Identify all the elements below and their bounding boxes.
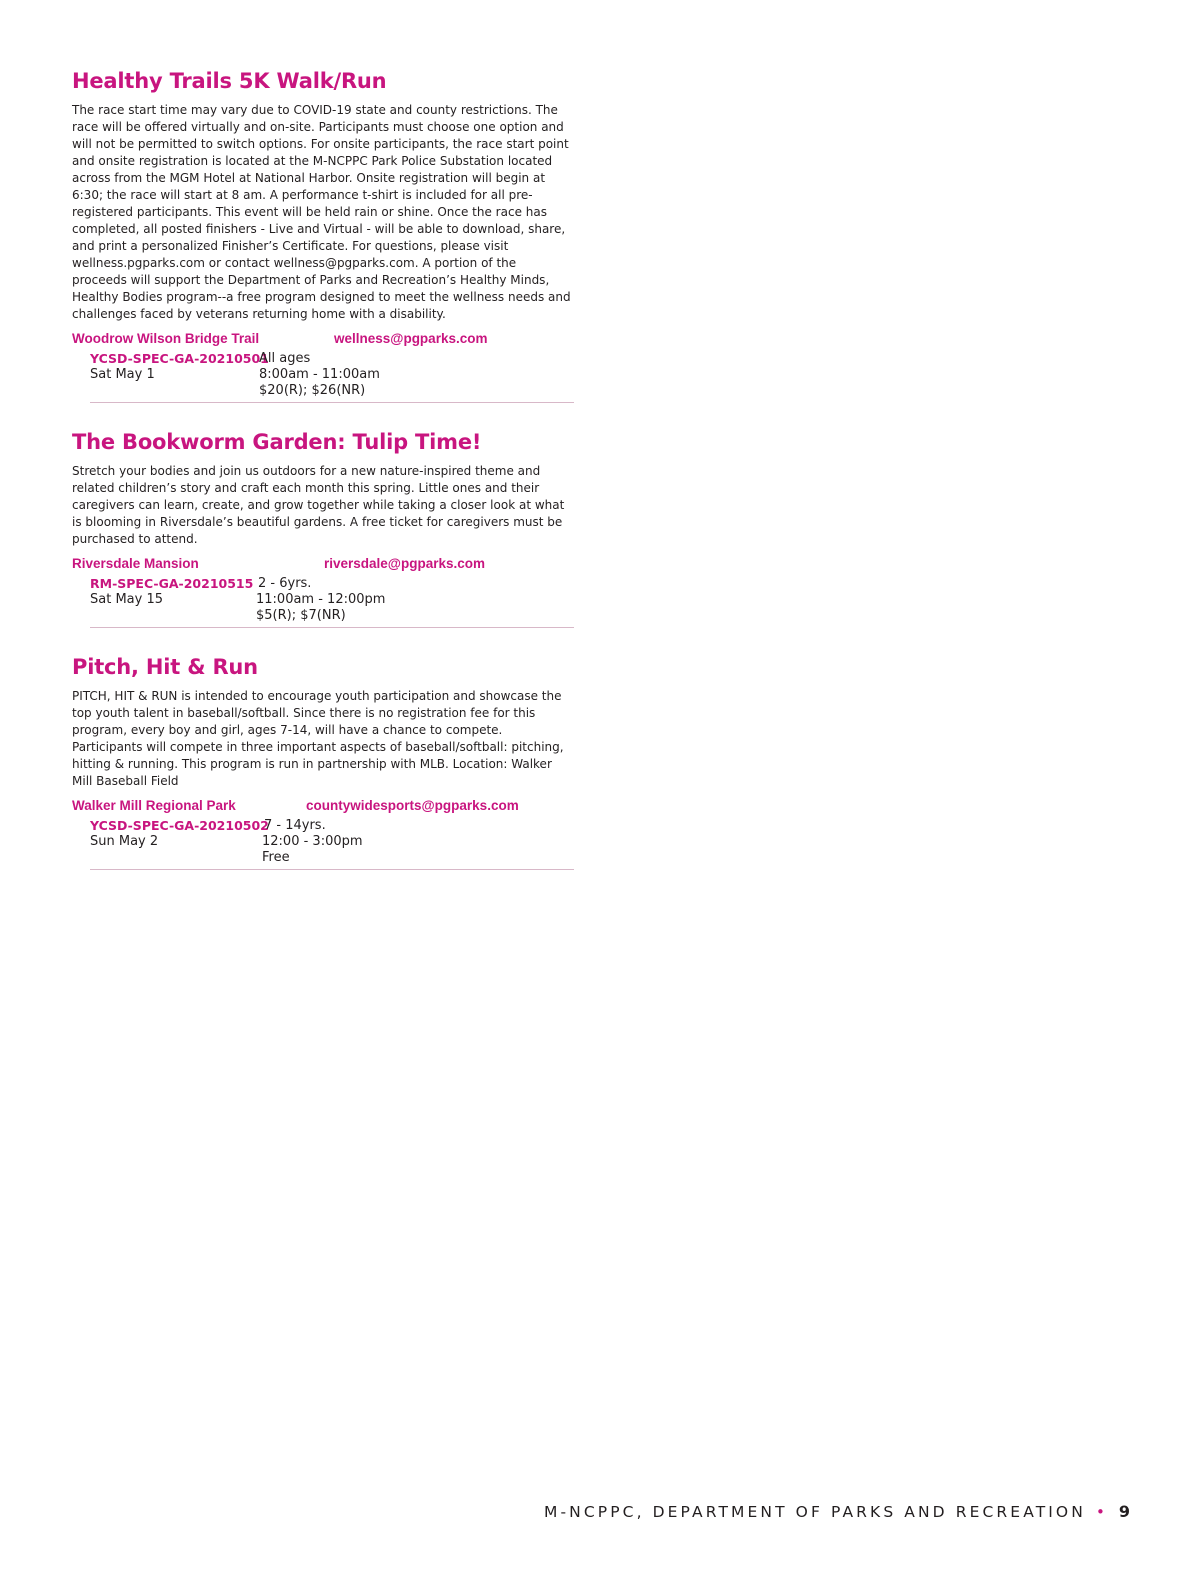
session-ages: 7 - 14yrs. — [264, 818, 326, 833]
contact-email-link[interactable]: wellness@pgparks.com — [334, 331, 488, 346]
session-row — [90, 351, 574, 403]
bullet-separator: • — [1095, 1503, 1105, 1521]
session-time: 11:00am - 12:00pm — [256, 592, 386, 607]
location-row — [72, 329, 574, 349]
page-footer — [544, 1502, 1130, 1521]
session-ages: 2 - 6yrs. — [258, 576, 312, 591]
program-title: Healthy Trails 5K Walk/Run — [72, 69, 387, 93]
session-ages: All ages — [259, 351, 311, 366]
location-name: Walker Mill Regional Park — [72, 798, 236, 813]
course-code: YCSD-SPEC-GA-20210501 — [90, 351, 269, 366]
session-fee: $20(R); $26(NR) — [259, 383, 366, 398]
program-description: Stretch your bodies and join us outdoors for a new nature-inspired theme and related children’s story and craft each month this spring. Little ones and their caregivers can learn, create, and grow together while taking a closer look at what is blooming in Riversdale’s beautiful gardens. A free ticket for caregivers must be purchased to attend. — [72, 464, 565, 546]
program-title: Pitch, Hit & Run — [72, 655, 258, 679]
session-row — [90, 818, 574, 870]
contact-email-link[interactable]: countywidesports@pgparks.com — [306, 798, 519, 813]
program-pitch-hit-run — [72, 652, 574, 870]
program-description: The race start time may vary due to COVID-19 state and county restrictions. The race will be offered virtually and on-site. Participants must choose one option and will not be permitted to switch options. For onsite participants, the race start point and onsite registration is located at the M-NCPPC Park Police Substation located across from the MGM Hotel at National Harbor. Onsite registration will begin at 6:30; the race will start at 8 am. A performance t-shirt is included for all pre-registered participants. This event will be held rain or shine. Once the race has completed, all posted finishers - Live and Virtual - will be able to download, share, and print a personalized Finisher’s Certificate. For questions, please visit wellness.pgparks.com or contact wellness@pgparks.com. A portion of the proceeds will support the Department of Parks and Recreation’s Healthy Minds, Healthy Bodies program--a free program designed to meet the wellness needs and challenges faced by veterans returning home with a disability. — [72, 103, 571, 321]
location-row — [72, 796, 574, 816]
session-date: Sat May 15 — [90, 592, 163, 607]
course-code: YCSD-SPEC-GA-20210502 — [90, 818, 269, 833]
contact-email-link[interactable]: riversdale@pgparks.com — [324, 556, 485, 571]
session-time: 8:00am - 11:00am — [259, 367, 380, 382]
course-code: RM-SPEC-GA-20210515 — [90, 576, 254, 591]
location-name: Woodrow Wilson Bridge Trail — [72, 331, 260, 346]
location-name: Riversdale Mansion — [72, 556, 199, 571]
program-title: The Bookworm Garden: Tulip Time! — [72, 430, 482, 454]
program-healthy-trails — [72, 66, 574, 403]
session-row — [90, 576, 574, 628]
session-fee: $5(R); $7(NR) — [256, 608, 346, 623]
program-description: PITCH, HIT & RUN is intended to encourage youth participation and showcase the top youth talent in baseball/softball. Since there is no registration fee for this program, every boy and girl, ages 7-14, will have a chance to compete. Participants will compete in three important aspects of baseball/softball: pitching, hitting & running. This program is run in partnership with MLB. Location: Walker Mill Baseball Field — [72, 689, 564, 788]
page-number: 9 — [1118, 1502, 1130, 1521]
program-listing — [72, 66, 574, 894]
session-time: 12:00 - 3:00pm — [262, 834, 363, 849]
footer-organization: M-NCPPC, DEPARTMENT OF PARKS AND RECREATION — [543, 1503, 1086, 1521]
session-date: Sat May 1 — [90, 367, 155, 382]
location-row — [72, 554, 574, 574]
session-date: Sun May 2 — [90, 834, 159, 849]
session-fee: Free — [262, 850, 290, 865]
program-bookworm-garden — [72, 427, 574, 628]
